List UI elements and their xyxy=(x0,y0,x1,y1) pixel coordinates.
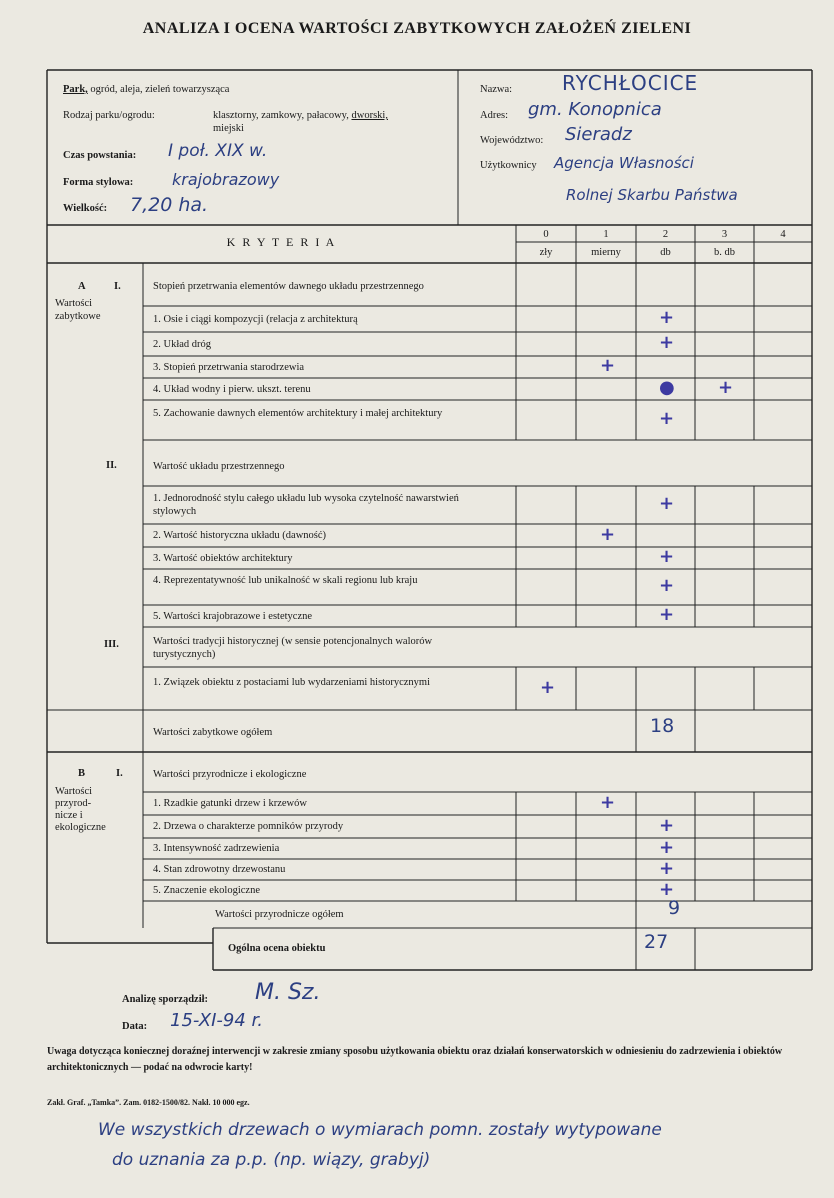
overall-label: Ogólna ocena obiektu xyxy=(228,943,326,954)
section-a-total-label: Wartości zabytkowe ogółem xyxy=(153,727,273,738)
voivodeship-value: Sieradz xyxy=(565,124,632,145)
criterion-label: 2. Układ dróg xyxy=(153,338,212,350)
address-label: Adres: xyxy=(480,110,508,121)
section-a-letter: A xyxy=(78,281,86,292)
criterion-label: 4. Stan zdrowotny drzewostanu xyxy=(153,864,286,875)
score-2: 2 xyxy=(662,229,669,240)
criterion-mark: + xyxy=(659,307,675,328)
name-label: Nazwa: xyxy=(480,84,513,95)
time-value: I poł. XIX w. xyxy=(168,141,268,161)
criterion-label: 3. Wartość obiektów architektury xyxy=(153,552,293,564)
section-a-name-1: Wartości xyxy=(55,298,93,309)
kind-value-miejski: miejski xyxy=(213,123,244,134)
criterion-mark: + xyxy=(600,791,616,813)
section-b-title: Wartości przyrodnicze i ekologiczne xyxy=(153,769,307,780)
rating-mierny: mierny xyxy=(591,247,621,258)
criterion-label: 5. Znaczenie ekologiczne xyxy=(153,885,260,896)
garden-type-park: Park, xyxy=(63,84,88,95)
criterion-label: 1. Związek obiektu z postaciami lub wydarzeniami historycznymi xyxy=(153,676,430,688)
score-4: 4 xyxy=(780,229,786,240)
criterion-label: 1. Jednorodność stylu całego układu lub wysoka czytelność nawarstwień stylowych xyxy=(153,493,459,517)
style-value: krajobrazowy xyxy=(172,170,280,189)
criterion-label: 4. Układ wodny i pierw. ukszt. terenu xyxy=(153,383,311,395)
analysis-signature: M. Sz. xyxy=(255,980,321,1005)
handwritten-note-1: We wszystkich drzewach o wymiarach pomn. zostały wytypowane xyxy=(98,1120,662,1140)
criterion-mark: ● xyxy=(659,377,675,398)
group-1-title: Stopień przetrwania elementów dawnego układu przestrzennego xyxy=(153,281,424,292)
group-3-title: Wartości tradycji historycznej (w sensie potencjonalnych walorów turystycznych) xyxy=(153,636,433,660)
section-b-total-value: 9 xyxy=(668,897,681,919)
date-value: 15-XI-94 r. xyxy=(170,1010,263,1031)
criterion-mark: + xyxy=(659,604,675,625)
criterion-mark-secondary: + xyxy=(718,377,734,398)
section-b-name-3: nicze i xyxy=(55,810,83,821)
criterion-mark: + xyxy=(659,836,675,858)
score-0: 0 xyxy=(543,229,549,240)
users-value-1: Agencja Własności xyxy=(554,154,694,172)
criterion-label: 4. Reprezentatywność lub unikalność w skali regionu lub kraju xyxy=(153,575,418,586)
criterion-mark: + xyxy=(600,355,616,376)
criterion-label: 1. Rzadkie gatunki drzew i krzewów xyxy=(153,798,307,809)
criterion-label: 3. Intensywność zadrzewienia xyxy=(153,843,280,854)
size-label: Wielkość: xyxy=(63,203,108,214)
section-b-roman: I. xyxy=(116,768,123,779)
criterion-mark: + xyxy=(659,332,675,353)
criterion-mark: + xyxy=(659,857,675,879)
garden-type-rest: ogród, aleja, zieleń towarzysząca xyxy=(90,84,230,95)
size-value: 7,20 ha. xyxy=(130,194,209,216)
voivodeship-label: Województwo: xyxy=(480,135,544,146)
score-3: 3 xyxy=(721,229,728,240)
criterion-mark: + xyxy=(659,493,675,514)
criterion-label: 2. Drzewa o charakterze pomników przyrody xyxy=(153,821,344,832)
criterion-mark: + xyxy=(600,523,616,545)
kind-values xyxy=(213,109,388,122)
kind-value-dworski: dworski, xyxy=(351,110,388,121)
intervention-note: Uwaga dotycząca koniecznej doraźnej interwencji w zakresie zmiany sposobu użytkowania obiektu oraz działań konserwatorskich w odniesieniu do zadrzewienia i obiektów architektonicznych — podać na odwrocie karty! xyxy=(47,1046,783,1073)
criterion-mark: + xyxy=(659,575,675,596)
rating-db: db xyxy=(660,247,671,258)
criterion-label: 3. Stopień przetrwania starodrzewia xyxy=(153,361,305,373)
kind-label: Rodzaj parku/ogrodu: xyxy=(63,110,155,121)
section-b-name-1: Wartości xyxy=(55,786,93,797)
section-b-total-label: Wartości przyrodnicze ogółem xyxy=(215,909,344,920)
criterion-mark: + xyxy=(659,878,675,900)
name-value: RYCHŁOCICE xyxy=(562,71,699,95)
criterion-mark: + xyxy=(659,814,675,836)
print-info: Zakł. Graf. „Tamka”. Zam. 0182-1500/82. Nakł. 10 000 egz. xyxy=(47,1098,250,1107)
analysis-label: Analizę sporządził: xyxy=(122,994,209,1005)
section-a-roman-3: III. xyxy=(104,639,119,650)
time-label: Czas powstania: xyxy=(63,150,137,161)
criterion-label: 5. Wartości krajobrazowe i estetyczne xyxy=(153,610,313,622)
rating-bdb: b. db xyxy=(714,247,735,258)
document-title: ANALIZA I OCENA WARTOŚCI ZABYTKOWYCH ZAŁOŻEŃ ZIELENI xyxy=(142,20,692,37)
section-b-name-2: przyrod- xyxy=(55,798,92,809)
address-value: gm. Konopnica xyxy=(528,99,662,120)
kind-values-list: klasztorny, zamkowy, pałacowy, xyxy=(213,110,349,121)
section-a-roman-2: II. xyxy=(106,460,117,471)
section-a-roman-1: I. xyxy=(114,281,121,292)
section-b-letter: B xyxy=(78,768,86,779)
group-2-title: Wartość układu przestrzennego xyxy=(153,461,285,472)
garden-type-line xyxy=(63,83,229,96)
section-b-name-4: ekologiczne xyxy=(55,822,106,833)
criterion-mark: + xyxy=(659,408,675,429)
score-1: 1 xyxy=(603,229,609,240)
section-a-name-2: zabytkowe xyxy=(55,311,101,322)
handwritten-note-2: do uznania za p.p. (np. wiązy, grabyj) xyxy=(112,1150,431,1170)
users-value-2: Rolnej Skarbu Państwa xyxy=(566,186,738,204)
criterion-mark: + xyxy=(659,546,675,567)
criteria-label: K R Y T E R I A xyxy=(226,235,337,249)
criterion-label: 2. Wartość historyczna układu (dawność) xyxy=(153,530,327,541)
criterion-mark: + xyxy=(540,676,556,698)
date-label: Data: xyxy=(122,1021,148,1032)
rating-zly: zły xyxy=(539,247,553,258)
criterion-label: 1. Osie i ciągi kompozycji (relacja z architekturą xyxy=(153,313,358,325)
users-label: Użytkownicy xyxy=(480,160,537,171)
criterion-label: 5. Zachowanie dawnych elementów architektury i małej architektury xyxy=(153,408,443,419)
style-label: Forma stylowa: xyxy=(63,177,134,188)
overall-value: 27 xyxy=(644,931,669,953)
section-a-total-value: 18 xyxy=(650,715,675,737)
